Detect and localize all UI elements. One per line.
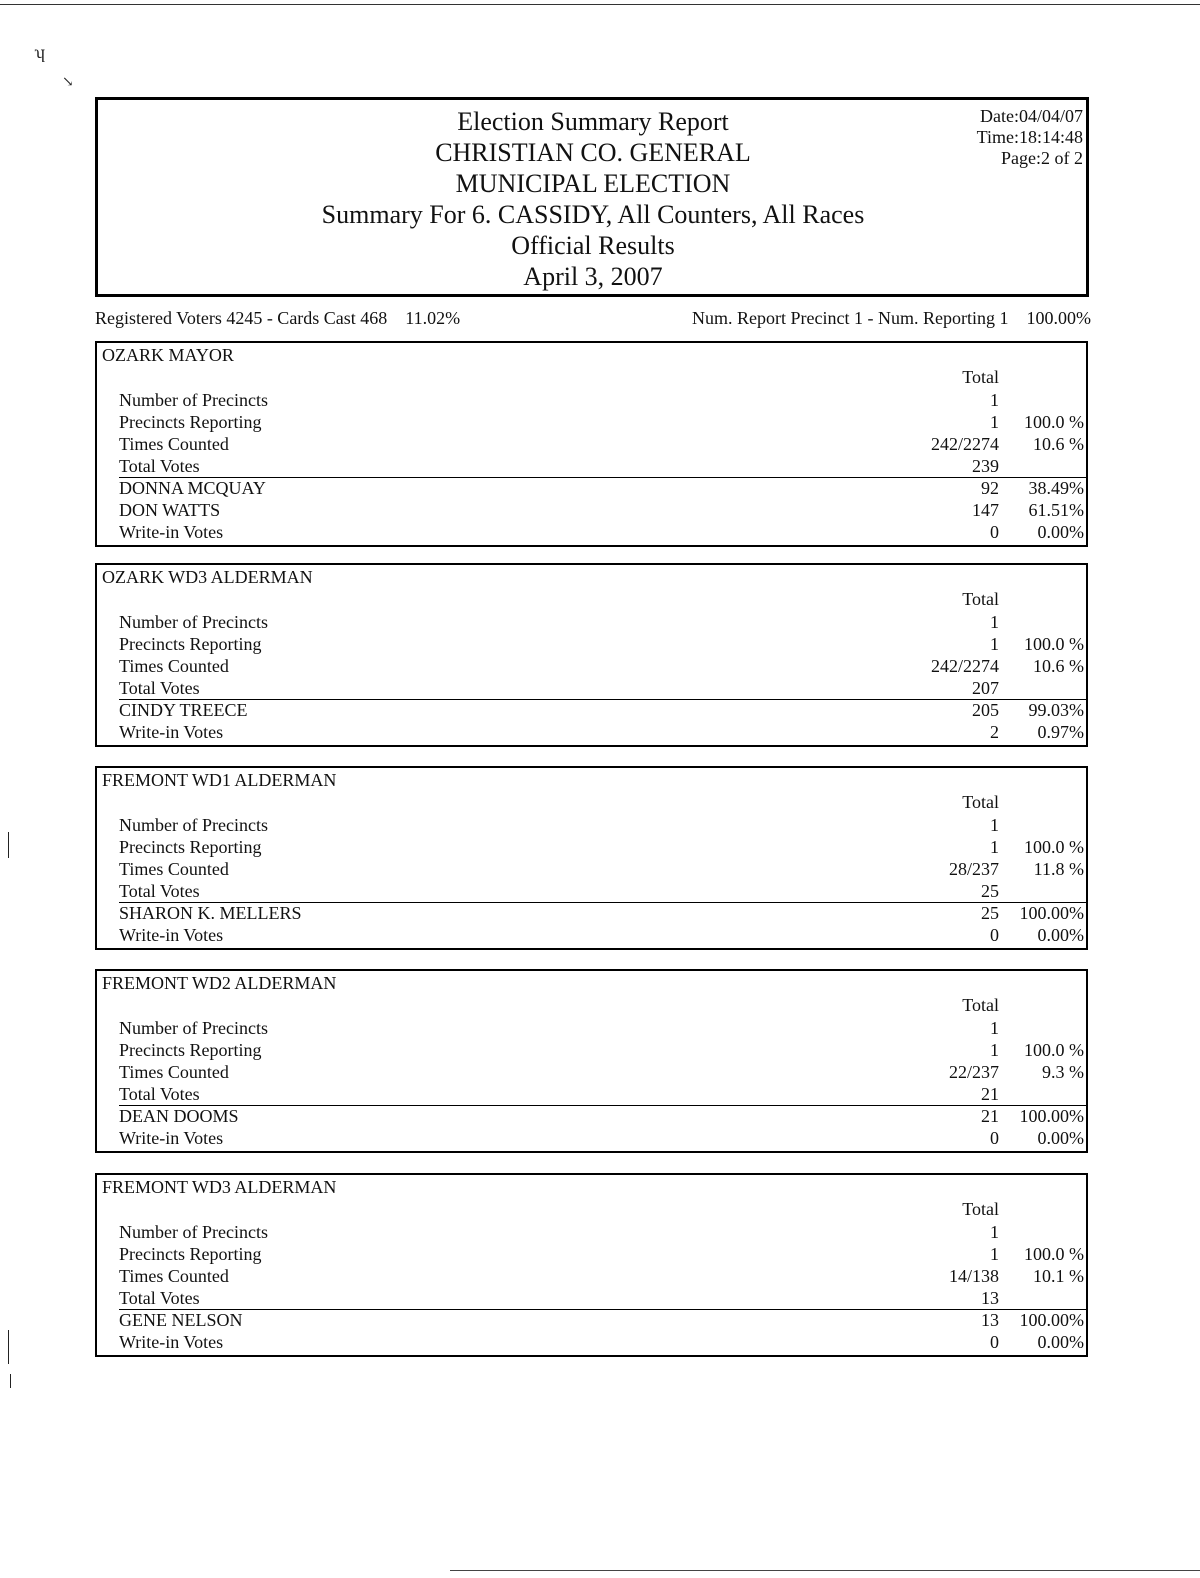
stat-row [97, 411, 1086, 433]
title-line: Summary For 6. CASSIDY, All Counters, All Races [321, 200, 865, 229]
stat-row [97, 633, 1086, 655]
stat-row-label: Precincts Reporting [119, 634, 262, 654]
candidate-row-value: 13 [981, 1310, 999, 1330]
candidate-row-pct: 0.00% [1037, 1332, 1084, 1352]
candidate-row-pct: 99.03% [1028, 700, 1084, 720]
stat-row-label: Total Votes [119, 678, 200, 698]
candidate-row-label: DONNA MCQUAY [119, 478, 266, 498]
stat-row-value: 25 [981, 881, 999, 901]
stat-row-value: 1 [990, 1040, 999, 1060]
stat-row-value: 1 [990, 634, 999, 654]
candidate-row [97, 902, 1086, 924]
candidate-row-value: 0 [990, 522, 999, 542]
stat-row-value: 1 [990, 390, 999, 410]
race-box [95, 766, 1088, 950]
stat-row-value: 21 [981, 1084, 999, 1104]
candidate-row-label: SHARON K. MELLERS [119, 903, 302, 923]
candidate-row-label: Write-in Votes [119, 1332, 224, 1352]
candidate-row-value: 0 [990, 1128, 999, 1148]
candidate-row-pct: 100.00% [1019, 903, 1084, 923]
report-page: Page:2 of 2 [1001, 148, 1083, 168]
stat-row-value: 1 [990, 1222, 999, 1242]
race-title: FREMONT WD2 ALDERMAN [102, 973, 337, 993]
stat-row-value: 28/237 [948, 859, 999, 879]
stat-row [97, 1221, 1086, 1243]
candidate-row-pct: 0.97% [1037, 722, 1084, 742]
candidate-row [97, 721, 1086, 743]
precinct-reporting-summary: Num. Report Precinct 1 - Num. Reporting 1 100.00% [692, 308, 1091, 328]
stat-row-label: Number of Precincts [119, 1222, 268, 1242]
total-column-header: Total [962, 792, 999, 812]
candidate-row-value: 0 [990, 1332, 999, 1352]
race-box [95, 1173, 1088, 1357]
stat-row-pct: 100.0 % [1024, 634, 1084, 654]
race-box [95, 341, 1088, 547]
stat-row-value: 22/237 [948, 1062, 999, 1082]
candidate-row-label: DON WATTS [119, 500, 221, 520]
stat-row-pct: 10.6 % [1033, 656, 1084, 676]
candidate-row-value: 205 [972, 700, 999, 720]
stat-row-label: Times Counted [119, 434, 229, 454]
candidate-row-pct: 0.00% [1037, 925, 1084, 945]
stat-row [97, 880, 1086, 902]
stat-row-label: Times Counted [119, 1062, 229, 1082]
stat-row-pct: 10.6 % [1033, 434, 1084, 454]
stat-row-value: 1 [990, 837, 999, 857]
candidate-row [97, 477, 1086, 499]
title-line: April 3, 2007 [523, 262, 663, 291]
report-meta [977, 106, 1083, 169]
registered-voters-summary: Registered Voters 4245 - Cards Cast 468 11.02% [95, 308, 461, 328]
candidate-row-value: 25 [981, 903, 999, 923]
stat-row [97, 389, 1086, 411]
candidate-row [97, 499, 1086, 521]
report-time: Time:18:14:48 [976, 127, 1083, 147]
stat-row [97, 814, 1086, 836]
stat-row-label: Times Counted [119, 656, 229, 676]
stat-row-pct: 9.3 % [1042, 1062, 1084, 1082]
candidate-row [97, 1331, 1086, 1353]
stat-row [97, 1083, 1086, 1105]
stat-row-label: Number of Precincts [119, 390, 268, 410]
stat-row-value: 242/2274 [930, 434, 999, 454]
report-date: Date:04/04/07 [980, 106, 1083, 126]
stat-row-pct: 100.0 % [1024, 412, 1084, 432]
candidate-row-label: CINDY TREECE [119, 700, 248, 720]
stat-row-label: Precincts Reporting [119, 412, 262, 432]
candidate-row-value: 21 [981, 1106, 999, 1126]
stat-row [97, 1243, 1086, 1265]
stat-row-value: 1 [990, 412, 999, 432]
stat-row-label: Number of Precincts [119, 612, 268, 632]
stat-row-value: 14/138 [948, 1266, 999, 1286]
scan-edge-line [8, 1330, 9, 1364]
report-header [95, 97, 1089, 297]
candidate-row-value: 0 [990, 925, 999, 945]
stat-row-label: Times Counted [119, 1266, 229, 1286]
stat-row [97, 1039, 1086, 1061]
total-column-header: Total [962, 995, 999, 1015]
stat-row-value: 239 [972, 456, 999, 476]
candidate-row-value: 2 [990, 722, 999, 742]
candidate-row [97, 1309, 1086, 1331]
stat-row-value: 1 [990, 1018, 999, 1038]
scan-mark: ↘ [62, 75, 74, 90]
race-box [95, 969, 1088, 1153]
total-column-header: Total [962, 589, 999, 609]
stat-row [97, 1287, 1086, 1309]
stat-row [97, 1017, 1086, 1039]
stat-row [97, 455, 1086, 477]
stat-row-value: 207 [972, 678, 999, 698]
scan-edge-line [8, 832, 9, 858]
candidate-row-label: Write-in Votes [119, 925, 224, 945]
candidate-row [97, 1105, 1086, 1127]
race-box [95, 563, 1088, 747]
title-line: Official Results [511, 231, 675, 260]
stat-row-value: 242/2274 [930, 656, 999, 676]
candidate-row-label: DEAN DOOMS [119, 1106, 239, 1126]
stat-row-label: Number of Precincts [119, 815, 268, 835]
scan-bottom-edge [450, 1570, 1200, 1571]
stat-row-pct: 11.8 % [1033, 859, 1084, 879]
title-line: Election Summary Report [457, 107, 729, 136]
race-title: FREMONT WD3 ALDERMAN [102, 1177, 337, 1197]
stat-row-value: 1 [990, 1244, 999, 1264]
report-title [288, 106, 898, 292]
stat-row-label: Precincts Reporting [119, 837, 262, 857]
stat-row [97, 433, 1086, 455]
candidate-row-pct: 61.51% [1028, 500, 1084, 520]
stat-row-label: Times Counted [119, 859, 229, 879]
stat-row-label: Precincts Reporting [119, 1040, 262, 1060]
scan-mark: ʮ [34, 42, 46, 62]
stat-row-label: Total Votes [119, 456, 200, 476]
total-column-header: Total [962, 367, 999, 387]
stat-row-label: Number of Precincts [119, 1018, 268, 1038]
stat-row-label: Total Votes [119, 1084, 200, 1104]
candidate-row [97, 924, 1086, 946]
candidate-row-pct: 38.49% [1028, 478, 1084, 498]
stat-row [97, 655, 1086, 677]
stat-row-value: 1 [990, 815, 999, 835]
scan-edge-line [10, 1374, 11, 1388]
stat-row-pct: 100.0 % [1024, 837, 1084, 857]
stat-row-label: Total Votes [119, 1288, 200, 1308]
candidate-row-pct: 100.00% [1019, 1310, 1084, 1330]
stat-row [97, 677, 1086, 699]
candidate-row [97, 521, 1086, 543]
candidate-row-label: Write-in Votes [119, 522, 224, 542]
total-column-header: Total [962, 1199, 999, 1219]
race-title: OZARK MAYOR [102, 345, 234, 365]
title-line: CHRISTIAN CO. GENERAL [435, 138, 751, 167]
race-title: FREMONT WD1 ALDERMAN [102, 770, 337, 790]
candidate-row-label: Write-in Votes [119, 722, 224, 742]
candidate-row-value: 147 [972, 500, 999, 520]
stat-row-pct: 100.0 % [1024, 1244, 1084, 1264]
candidate-row [97, 1127, 1086, 1149]
scan-top-edge [0, 4, 1200, 5]
stat-row-pct: 10.1 % [1033, 1266, 1084, 1286]
stat-row-label: Precincts Reporting [119, 1244, 262, 1264]
title-line: MUNICIPAL ELECTION [455, 169, 731, 198]
stat-row [97, 1265, 1086, 1287]
stat-row-value: 1 [990, 612, 999, 632]
candidate-row-pct: 0.00% [1037, 522, 1084, 542]
stat-row [97, 1061, 1086, 1083]
race-title: OZARK WD3 ALDERMAN [102, 567, 313, 587]
candidate-row [97, 699, 1086, 721]
stat-row-value: 13 [981, 1288, 999, 1308]
stat-row-label: Total Votes [119, 881, 200, 901]
candidate-row-value: 92 [981, 478, 999, 498]
candidate-row-label: Write-in Votes [119, 1128, 224, 1148]
candidate-row-pct: 0.00% [1037, 1128, 1084, 1148]
stat-row [97, 858, 1086, 880]
stat-row [97, 611, 1086, 633]
stat-row-pct: 100.0 % [1024, 1040, 1084, 1060]
candidate-row-pct: 100.00% [1019, 1106, 1084, 1126]
turnout-summary [95, 308, 1091, 330]
candidate-row-label: GENE NELSON [119, 1310, 243, 1330]
stat-row [97, 836, 1086, 858]
